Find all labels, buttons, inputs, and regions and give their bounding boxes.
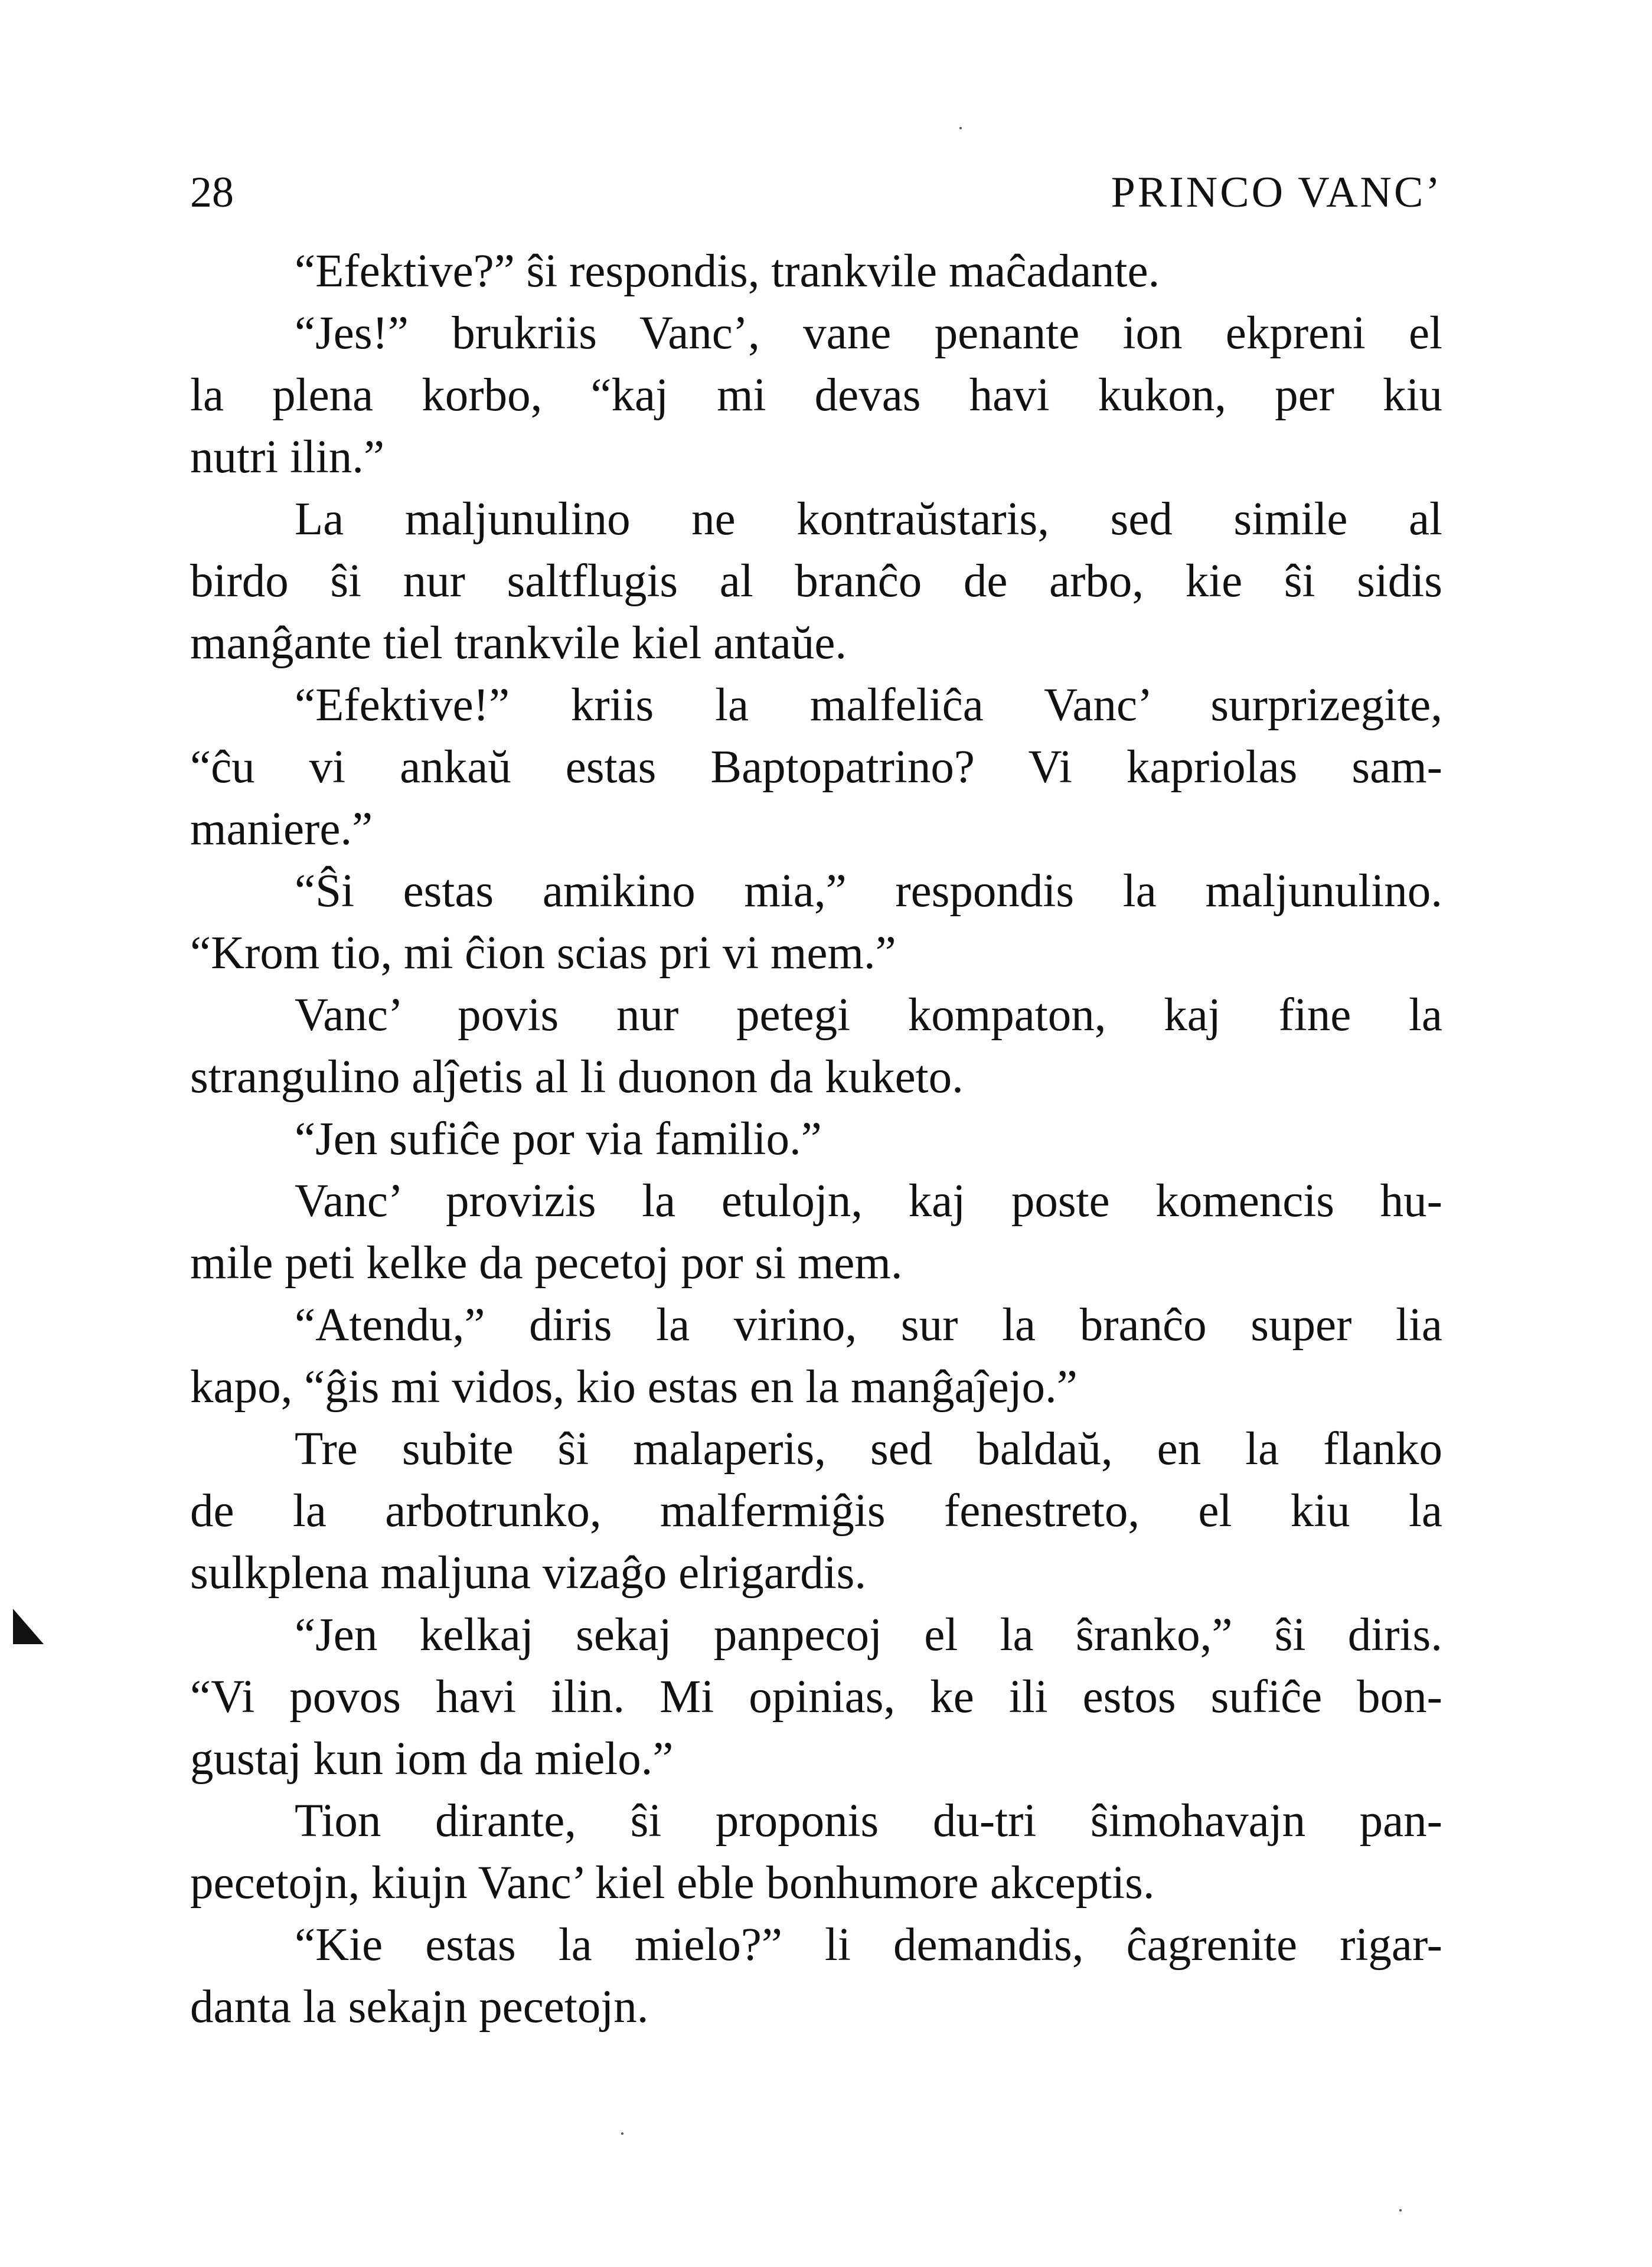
- text-line: nutri ilin.”: [190, 432, 385, 483]
- scan-speck: [959, 127, 962, 129]
- page-header: [190, 162, 1442, 224]
- paragraph: [190, 1418, 1442, 1604]
- text-line: Vanc’ povis nur petegi kompaton, kaj fine la: [295, 989, 1442, 1041]
- text-line: “Jes!” brukriis Vanc’, vane penante ion ekpreni el: [295, 308, 1442, 359]
- text-line: “Jen sufiĉe por via familio.”: [295, 1113, 822, 1165]
- paragraph: [190, 674, 1442, 860]
- text-line: pecetojn, kiujn Vanc’ kiel eble bonhumore akceptis.: [190, 1857, 1155, 1909]
- text-line: Tion dirante, ŝi proponis du-tri ŝimohavajn pan-: [295, 1795, 1442, 1847]
- text-line: strangulino alĵetis al li duonon da kuketo.: [190, 1051, 964, 1103]
- paragraph: [190, 1914, 1442, 2038]
- page-number: 28: [190, 168, 234, 217]
- text-line: kapo, “ĝis mi vidos, kio estas en la manĝaĵejo.”: [190, 1361, 1078, 1413]
- paragraph: [190, 1108, 1442, 1170]
- text-line: “Atendu,” diris la virino, sur la branĉo super lia: [295, 1299, 1442, 1351]
- paragraph: [190, 1294, 1442, 1418]
- text-line: mile peti kelke da pecetoj por si mem.: [190, 1237, 903, 1289]
- text-line: la plena korbo, “kaj mi devas havi kukon, per kiu: [190, 370, 1442, 421]
- text-line: “Ŝi estas amikino mia,” respondis la maljunulino.: [295, 865, 1442, 917]
- text-line: “Kie estas la mielo?” li demandis, ĉagrenite rigar-: [295, 1919, 1442, 1971]
- text-line: maniere.”: [190, 803, 373, 855]
- text-line: “Krom tio, mi ĉion scias pri vi mem.”: [190, 927, 896, 979]
- running-head: PRINCO VANC’: [1111, 168, 1442, 217]
- paragraph: [190, 302, 1442, 488]
- text-line: sulkplena maljuna vizaĝo elrigardis.: [190, 1547, 867, 1599]
- text-line: “Efektive?” ŝi respondis, trankvile maĉadante.: [295, 246, 1160, 297]
- paragraph: [190, 984, 1442, 1108]
- paragraph: [190, 488, 1442, 674]
- paragraph: [190, 860, 1442, 984]
- paragraph: [190, 1604, 1442, 1790]
- text-line: “ĉu vi ankaŭ estas Baptopatrino? Vi kapriolas sam-: [190, 741, 1442, 793]
- text-line: Vanc’ provizis la etulojn, kaj poste komencis hu-: [295, 1175, 1442, 1227]
- body-text: [190, 240, 1442, 2038]
- text-line: “Efektive!” kriis la malfeliĉa Vanc’ surprizegite,: [295, 680, 1442, 731]
- text-line: manĝante tiel trankvile kiel antaŭe.: [190, 618, 847, 669]
- paragraph: [190, 1790, 1442, 1914]
- text-line: “Vi povos havi ilin. Mi opinias, ke ili estos sufiĉe bon-: [190, 1671, 1442, 1723]
- text-line: “Jen kelkaj sekaj panpecoj el la ŝranko,” ŝi diris.: [295, 1609, 1442, 1661]
- page-corner-marker: [13, 1609, 44, 1644]
- text-line: danta la sekajn pecetojn.: [190, 1981, 649, 2033]
- paragraph: [190, 240, 1442, 302]
- paragraph: [190, 1170, 1442, 1294]
- text-line: gustaj kun iom da mielo.”: [190, 1733, 674, 1785]
- scan-speck: [1399, 2209, 1402, 2212]
- text-line: de la arbotrunko, malfermiĝis fenestreto, el kiu la: [190, 1485, 1442, 1537]
- scan-speck: [621, 2132, 623, 2135]
- text-line: La maljunulino ne kontraŭstaris, sed simile al: [295, 494, 1442, 545]
- text-line: birdo ŝi nur saltflugis al branĉo de arbo, kie ŝi sidis: [190, 556, 1442, 607]
- text-line: Tre subite ŝi malaperis, sed baldaŭ, en la flanko: [295, 1423, 1442, 1475]
